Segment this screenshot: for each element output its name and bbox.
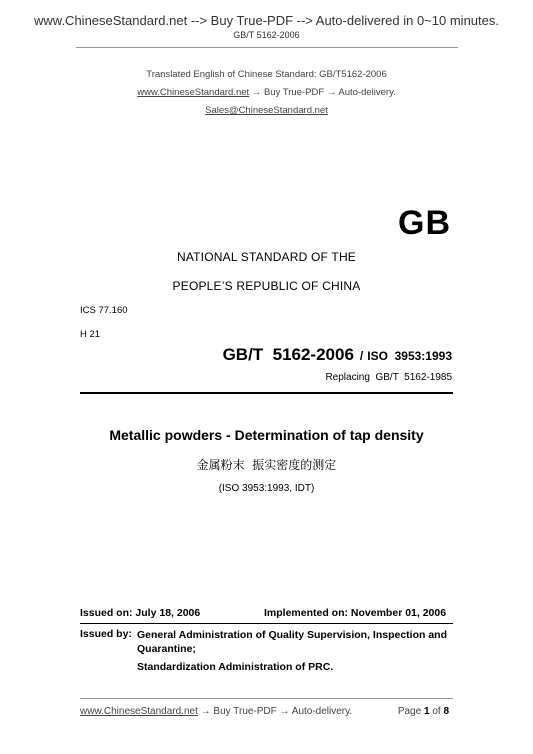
national-standard-line2: PEOPLE’S REPUBLIC OF CHINA	[172, 279, 361, 293]
sales-email-link[interactable]: Sales@ChineseStandard.net	[205, 105, 328, 116]
page-of: of	[432, 706, 441, 717]
footer-purchase-line	[80, 706, 352, 717]
header-banner[interactable]: www.ChineseStandard.net --> Buy True-PDF --> Auto-delivered in 0~10 minutes.	[34, 13, 499, 28]
header-divider	[76, 47, 458, 48]
replacing-note: Replacing GB/T 5162-1985	[325, 372, 452, 383]
footer-purchase-text: → Buy True-PDF → Auto-delivery.	[197, 706, 353, 717]
issued-by-authority-1: General Administration of Quality Supervision, Inspection and Quarantine;	[137, 629, 447, 655]
gb-logo: GB	[398, 204, 451, 242]
ccs-code: H 21	[80, 329, 101, 340]
title-chinese: 金属粉末 振实密度的测定	[196, 458, 337, 472]
standard-number-iso: ISO 3953:1993	[367, 349, 452, 363]
footer-site-link[interactable]: www.ChineseStandard.net	[80, 706, 198, 717]
standard-number-slash: /	[359, 349, 364, 363]
standard-divider	[80, 392, 453, 394]
page-indicator	[398, 706, 449, 717]
header-doc-code: GB/T 5162-2006	[233, 30, 300, 40]
issued-by-label: Issued by:	[80, 628, 132, 640]
date-divider	[80, 623, 453, 624]
issued-on-date: Issued on: July 18, 2006	[80, 607, 201, 619]
translation-notice: Translated English of Chinese Standard: GB/T5162-2006	[146, 69, 387, 80]
translation-purchase-line	[0, 87, 533, 98]
standard-number	[223, 345, 452, 365]
footer-divider	[80, 698, 453, 699]
issued-by-authority-2: Standardization Administration of PRC.	[137, 661, 334, 673]
ics-code: ICS 77.160	[80, 305, 128, 316]
iso-equivalence: (ISO 3953:1993, IDT)	[218, 483, 315, 494]
title-english: Metallic powders - Determination of tap density	[109, 427, 424, 443]
page-current: 1	[423, 706, 430, 717]
page-label: Page	[397, 706, 422, 717]
email-line	[0, 105, 533, 116]
implemented-on-date: Implemented on: November 01, 2006	[264, 607, 447, 619]
purchase-text: → Buy True-PDF → Auto-delivery.	[249, 87, 396, 98]
standard-number-main: GB/T 5162-2006	[222, 345, 354, 364]
site-link[interactable]: www.ChineseStandard.net	[137, 87, 250, 98]
page-total: 8	[443, 706, 449, 717]
national-standard-line1: NATIONAL STANDARD OF THE	[176, 250, 357, 264]
